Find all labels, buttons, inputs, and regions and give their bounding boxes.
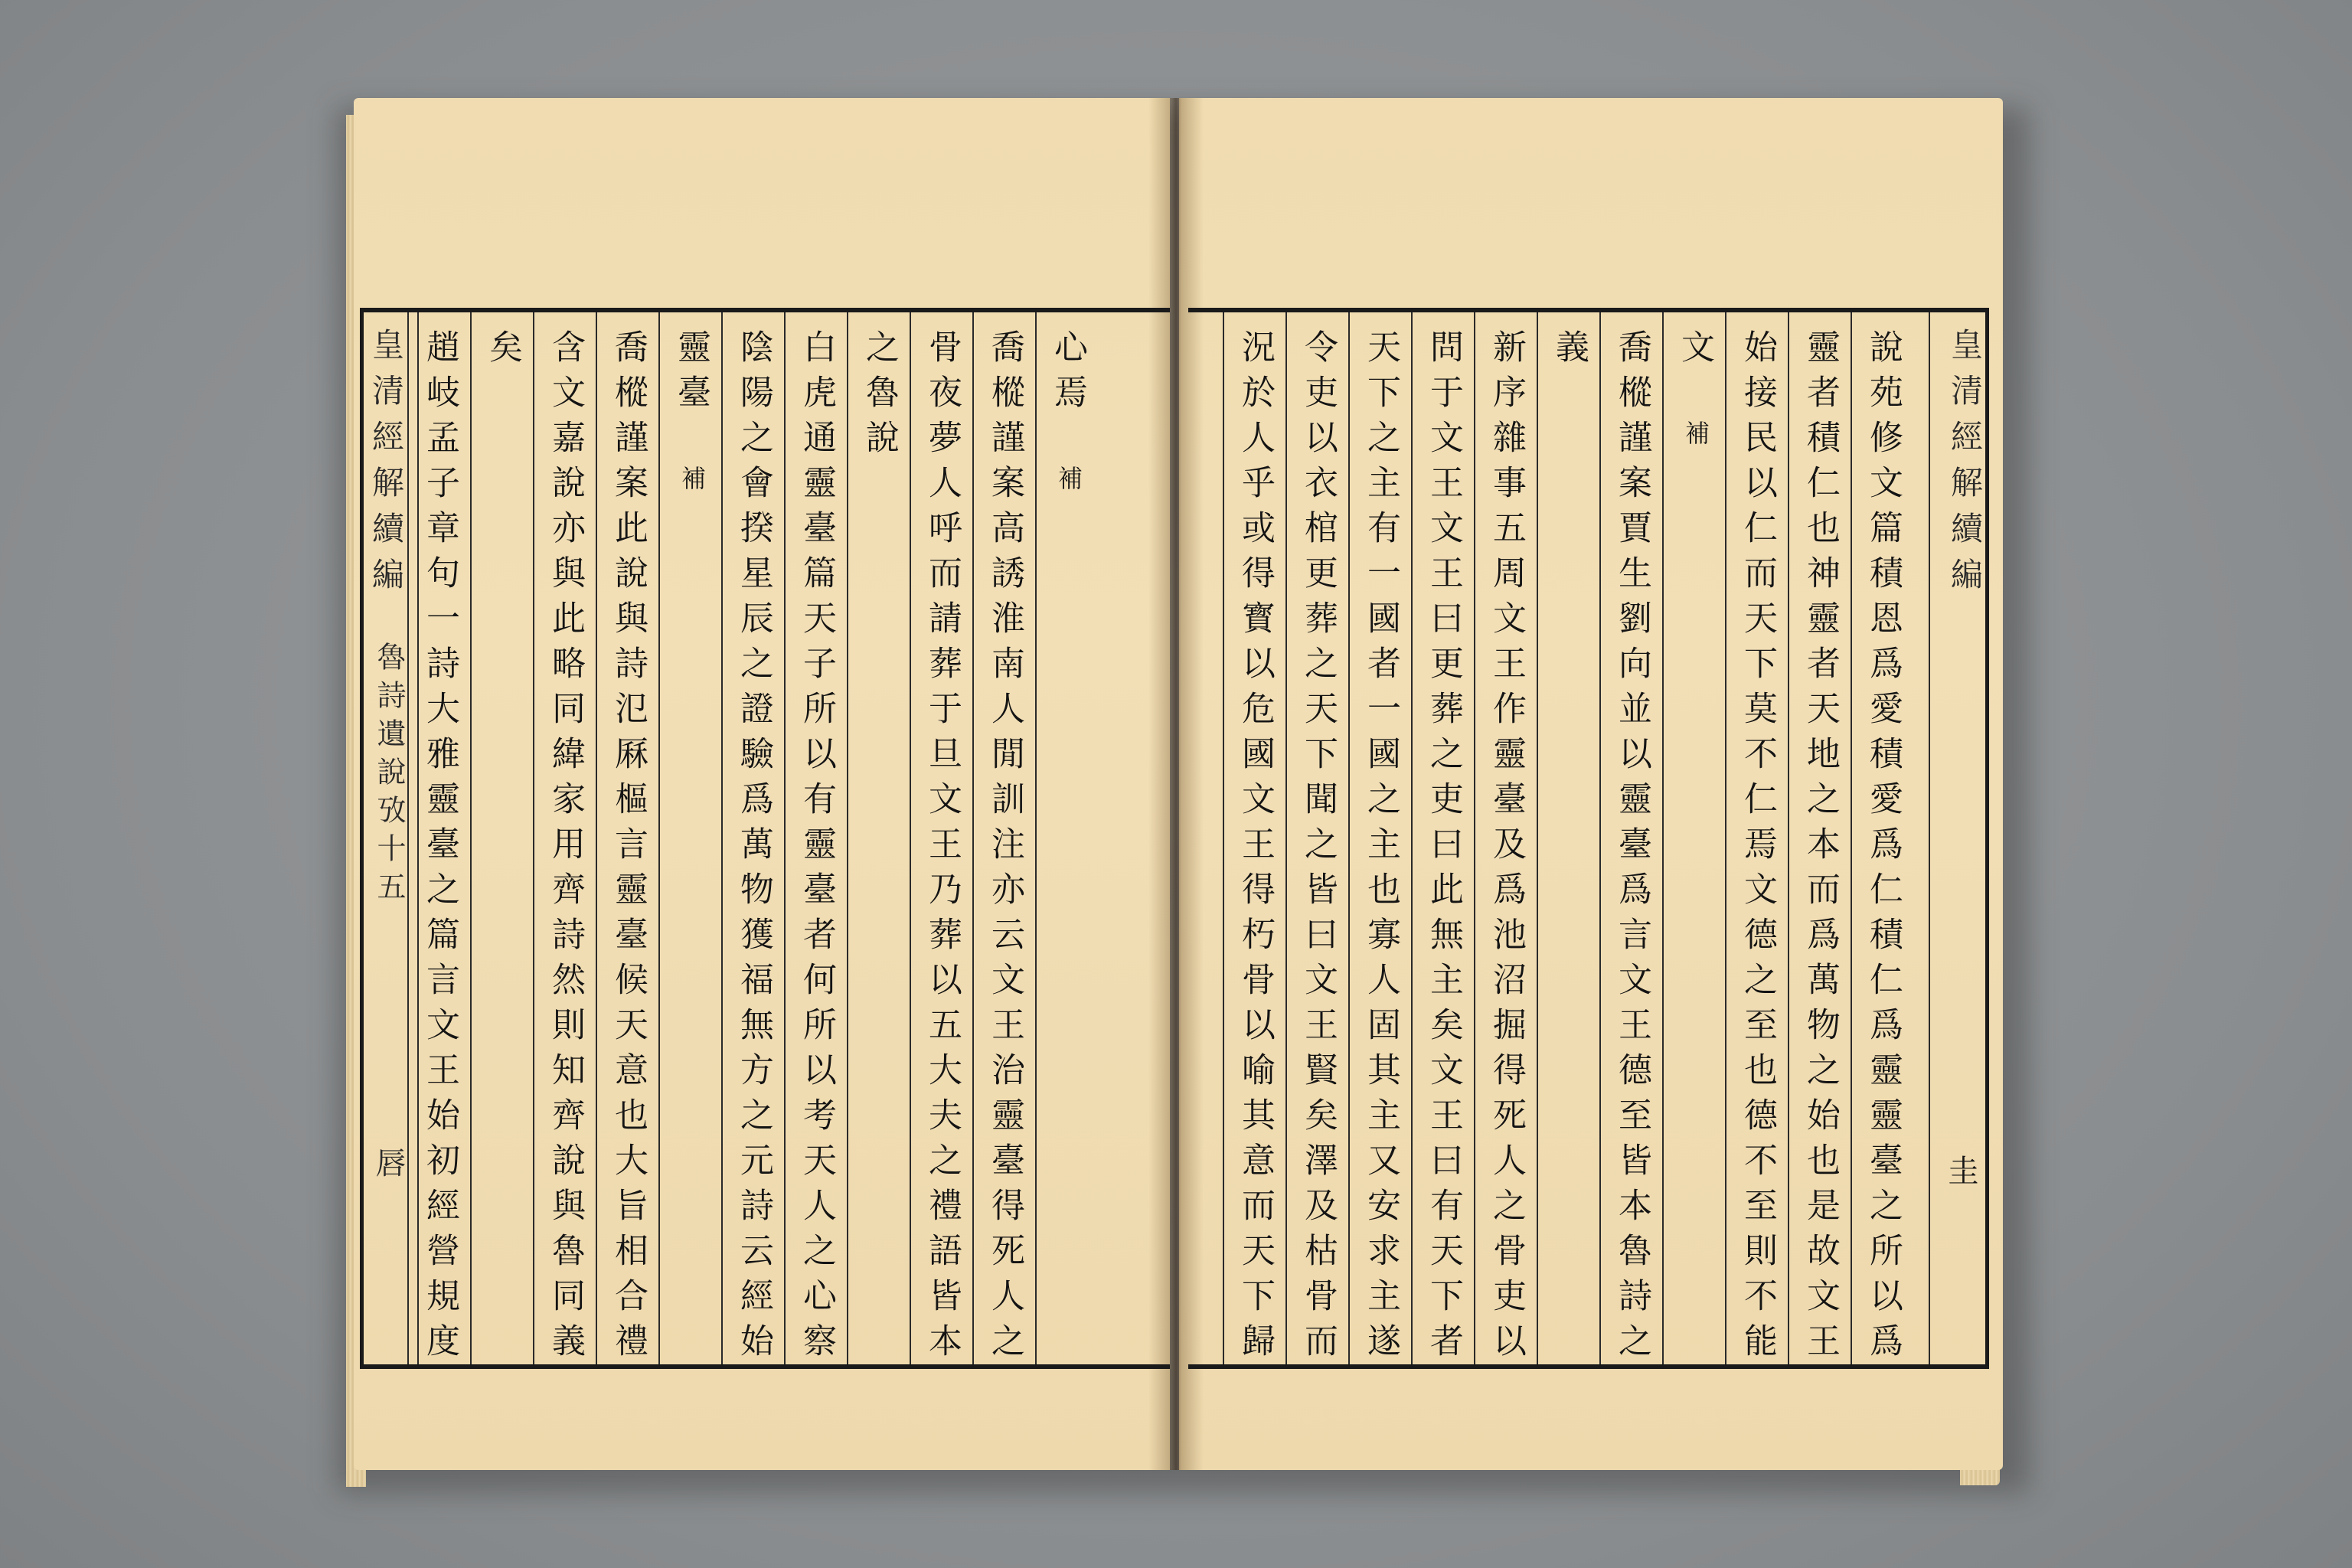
text-column: 喬樅謹案高誘淮南人閒訓注亦云文王治靈臺得死人之 xyxy=(985,329,1024,1368)
text-column: 心焉 xyxy=(1048,329,1087,420)
text-column: 趙岐孟子章句一詩大雅靈臺之篇言文王始初經營規度 xyxy=(420,329,459,1368)
text-column: 新序雜事五周文王作靈臺及爲池沼掘得死人之骨吏以 xyxy=(1487,329,1526,1368)
column-rule xyxy=(1662,312,1725,1364)
text-column: 況於人乎或得寳以危國文王得朽骨以喻其意而天下歸 xyxy=(1236,329,1275,1368)
text-column: 陰陽之會揆星辰之證驗爲萬物獲福無方之元詩云經始 xyxy=(734,329,773,1368)
text-column: 矣 xyxy=(483,329,522,374)
left-margin-title: 皇清經解續編 xyxy=(368,328,405,603)
left-text-frame xyxy=(360,308,1170,1369)
text-column: 文 xyxy=(1675,329,1714,374)
column-rule xyxy=(847,312,910,1364)
text-column: 問于文王文王曰更葬之吏曰此無主矣文王曰有天下者 xyxy=(1424,329,1463,1368)
text-column: 之魯說 xyxy=(860,329,899,465)
column-rule xyxy=(470,312,533,1364)
supplement-note: 補 xyxy=(1681,420,1710,449)
text-column: 白虎通靈臺篇天子所以有靈臺者何所以考天人之心察 xyxy=(797,329,836,1368)
text-column: 含文嘉說亦與此略同緯家用齊詩然則知齊說與魯同義 xyxy=(546,329,585,1368)
text-column: 喬樅謹案賈生劉向並以靈臺爲言文王德至皆本魯詩之 xyxy=(1612,329,1651,1368)
left-margin-subtitle: 魯詩遺說攷十五 xyxy=(372,642,406,910)
text-column: 令吏以衣棺更葬之天下聞之皆曰文王賢矣澤及枯骨而 xyxy=(1298,329,1338,1368)
margin-rule xyxy=(417,312,419,1364)
right-page-number: 圭 xyxy=(1943,1155,1978,1197)
column-rule xyxy=(1537,312,1599,1364)
right-margin-title: 皇清經解續編 xyxy=(1946,328,1984,603)
right-text-frame xyxy=(1188,308,1989,1369)
text-column: 說苑修文篇積恩爲愛積愛爲仁積仁爲靈靈臺之所以爲 xyxy=(1864,329,1903,1368)
margin-rule xyxy=(1929,312,1930,1364)
text-column: 骨夜夢人呼而請葬于旦文王乃葬以五大夫之禮語皆本 xyxy=(923,329,962,1368)
text-column: 天下之主有一國者一國之主也寡人固其主又安求主遂 xyxy=(1361,329,1400,1368)
text-column: 靈臺 xyxy=(671,329,710,420)
text-column: 喬樅謹案此說與詩氾厤樞言靈臺候天意也大旨相合禮 xyxy=(609,329,648,1368)
text-column: 義 xyxy=(1550,329,1589,374)
left-margin-mark: 唇 xyxy=(371,1147,406,1191)
supplement-note: 補 xyxy=(678,466,707,495)
supplement-note: 補 xyxy=(1054,466,1083,495)
text-column: 靈者積仁也神靈者天地之本而爲萬物之始也是故文王 xyxy=(1801,329,1840,1368)
text-column: 始接民以仁而天下莫不仁焉文德之至也德不至則不能 xyxy=(1738,329,1777,1368)
